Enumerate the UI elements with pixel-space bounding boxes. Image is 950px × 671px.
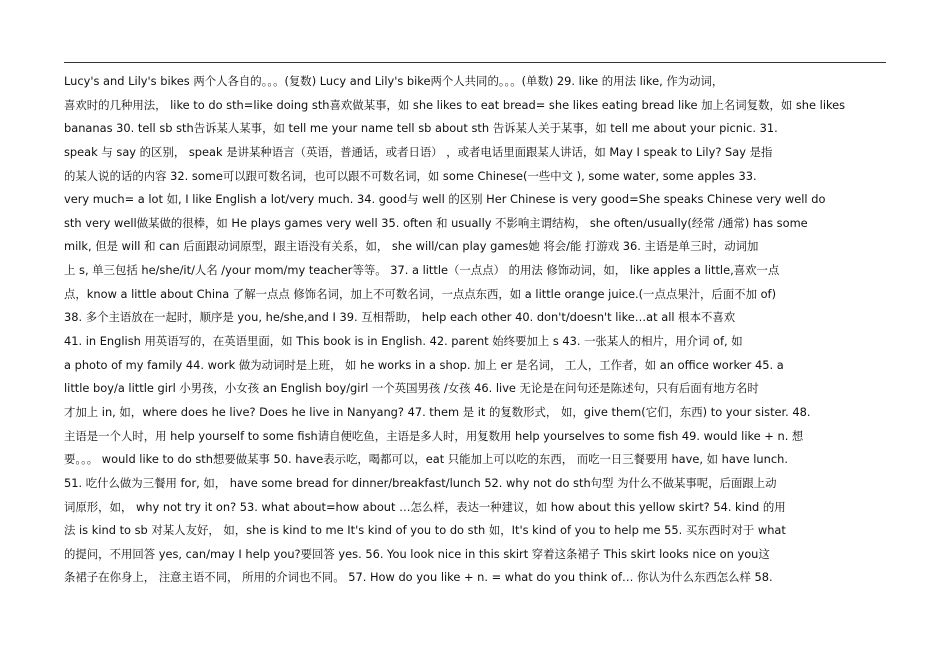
text-line: 41. in English 用英语写的，在英语里面，如 This book is in English. 42. parent 始终要加上 s 43. 一张某人的相片，用介词 of, 如: [64, 334, 743, 349]
header-rule: [64, 62, 886, 63]
text-line: 的某人说的话的内容 32. some可以跟可数名词，也可以跟不可数名词，如 some Chinese(一些中文 ), some water, some apples 33.: [64, 168, 757, 183]
text-line: 条裙子在你身上， 注意主语不同， 所用的介词也不同。 57. How do you like + n. = what do you think of… 你认为什么东西怎么样 58.: [64, 570, 773, 585]
text-line: speak 与 say 的区别， speak 是讲某种语言（英语，普通话，或者日语） ，或者电话里面跟某人讲话，如 May I speak to Lily? Say 是指: [64, 144, 773, 159]
text-line: 点，know a little about China 了解一点点 修饰名词，加上不可数名词，一点点东西，如 a little orange juice.(一点点果汁，后面不加 of): [64, 286, 777, 301]
text-line: very much= a lot 如, I like English a lot/very much. 34. good与 well 的区别 Her Chinese is very good=She speaks Chinese very well do: [64, 192, 826, 207]
text-line: 51. 吃什么做为三餐用 for, 如， have some bread for dinner/breakfast/lunch 52. why not do sth句型 为什么不做某事呢，后面跟上动: [64, 475, 777, 490]
text-line: Lucy's and Lily's bikes 两个人各自的。。。(复数) Lucy and Lily's bike两个人共同的。。。(单数) 29. like 的用法 like, 作为动词，: [64, 74, 724, 88]
text-line: little boy/a little girl 小男孩，小女孩 an English boy/girl 一个英国男孩 /女孩 46. live 无论是在问句还是陈述句，只有后面有地方名时: [64, 381, 759, 396]
text-line: milk, 但是 will 和 can 后面跟动词原型，跟主语没有关系，如， she will/can play games她 将会/能 打游戏 36. 主语是单三时，动词加: [64, 239, 759, 254]
text-line: 喜欢时的几种用法， like to do sth=like doing sth喜欢做某事，如 she likes to eat bread= she likes eating bread like 加上名词复数，如 she likes: [64, 97, 846, 112]
text-line: 词原形，如， why not try it on? 53. what about=how about …怎么样，表达一种建议，如 how about this yellow skirt? 54. kind 的用: [64, 499, 786, 514]
text-line: 要。。。 would like to do sth想要做某事 50. have表示吃，喝都可以，eat 只能加上可以吃的东西， 而吃一日三餐要用 have, 如 have lunch.: [64, 452, 788, 467]
text-line: a photo of my family 44. work 做为动词时是上班， 如 he works in a shop. 加上 er 是名词， 工人，工作者，如 an office worker 45. a: [64, 357, 784, 372]
text-line: 38. 多个主语放在一起时，顺序是 you, he/she,and I 39. 互相帮助， help each other 40. don't/doesn't like…at all 根本不喜欢: [64, 310, 736, 325]
text-line: 才加上 in, 如，where does he live? Does he live in Nanyang? 47. them 是 it 的复数形式， 如，give them(它们，东西) to your sister. 48.: [64, 404, 811, 419]
text-body: [64, 70, 888, 590]
text-line: 的提问，不用回答 yes, can/may I help you?要回答 yes. 56. You look nice in this skirt 穿着这条裙子 This skirt looks nice on you这: [64, 546, 770, 561]
text-line: 法 is kind to sb 对某人友好， 如，she is kind to me It's kind of you to do sth 如，It's kind of you to help me 55. 买东西时对于 what: [64, 523, 786, 538]
text-line: bananas 30. tell sb sth告诉某人某事，如 tell me your name tell sb about sth 告诉某人关于某事，如 tell me about your picnic. 31.: [64, 121, 778, 136]
text-line: sth very well做某做的很棒，如 He plays games very well 35. often 和 usually 不影响主谓结构， she often/usually(经常 /通常) has some: [64, 215, 808, 230]
text-line: 上 s, 单三包括 he/she/it/人名 /your mom/my teacher等等。 37. a little（一点点） 的用法 修饰动词，如， like apples a little,喜欢一点: [64, 263, 780, 278]
text-line: 主语是一个人时，用 help yourself to some fish请自便吃鱼，主语是多人时，用复数用 help yourselves to some fish 49. would like + n. 想: [64, 428, 804, 443]
